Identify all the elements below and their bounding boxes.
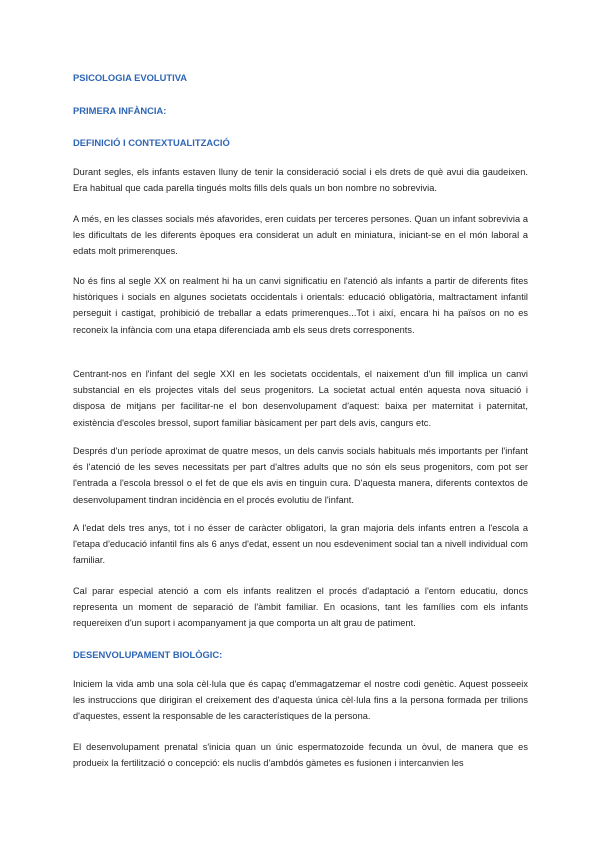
paragraph-2: A més, en les classes socials més afavorides, eren cuidats per terceres persones. Quan un infant sobrevivia a les dificultats de les diferents èpoques era considerat un adult en miniatura, iniciant-se en el món laboral a edats molt primerenques. — [73, 214, 528, 257]
paragraph-1: Durant segles, els infants estaven lluny de tenir la consideració social i els drets de què avui dia gaudeixen. Era habitual que cada parella tingués molts fills dels quals un bon nombre no sobrevivia. — [73, 167, 528, 194]
paragraph-8: Iniciem la vida amb una sola cèl·lula que és capaç d'emmagatzemar el nostre codi genètic. Aquest posseeix les instruccions que dirigiran el creixement des d'aquesta única cèl·lula fins a la persona formada per trilions d'aquestes, essent la responsable de les característiques de la persona. — [73, 679, 528, 722]
paragraph-9: El desenvolupament prenatal s'inicia quan un únic espermatozoide fecunda un òvul, de manera que es produeix la fertilització o concepció: els nuclis d'ambdós gàmetes es fusionen i intercanvien les — [73, 742, 528, 769]
paragraph-4: Centrant-nos en l'infant del segle XXI en les societats occidentals, el naixement d'un fill implica un canvi substancial en els projectes vitals del seus progenitors. La societat actual entén aquesta nova situació i disposa de mitjans per facilitar-ne el bon desenvolupament d'aquest: baixa per maternitat i paternitat, existència d'escoles bressol, suport familiar bàsicament per part dels avis, cangurs etc. — [73, 369, 528, 428]
document-title: PSICOLOGIA EVOLUTIVA — [73, 72, 188, 83]
paragraph-5: Després d'un període aproximat de quatre mesos, un dels canvis socials habituals més importants per l'infant és l'atenció de les seves necessitats per part d'altres adults que no són els seus progenitors, com pot ser l'entrada a l'escola bressol o el fet de que els avis en tinguin cura. D'aquesta manera, diferents contextos de desenvolupament tindran incidència en el procés evolutiu de l'infant. — [73, 446, 528, 505]
section-heading-desenvolupament-biologic: DESENVOLUPAMENT BIOLÒGIC: — [73, 649, 223, 660]
section-heading-primera-infancia: PRIMERA INFÀNCIA: — [73, 105, 167, 116]
section-heading-definicio: DEFINICIÓ I CONTEXTUALITZACIÓ — [73, 137, 230, 148]
paragraph-3: No és fins al segle XX on realment hi ha un canvi significatiu en l'atenció als infants a partir de diferents fites històriques i socials en algunes societats occidentals i orientals: educació obligatòria, maltractament infantil perseguit i castigat, prohibició de treballar a edats primerenques...Tot i així, encara hi ha països on no es reconeix la infància com una etapa diferenciada amb els seus drets corresponents. — [73, 276, 528, 335]
paragraph-7: Cal parar especial atenció a com els infants realitzen el procés d'adaptació a l'entorn educatiu, doncs representa un moment de separació de l'àmbit familiar. En ocasions, tant les famílies com els infants requereixen d'un suport i acompanyament ja que comporta un alt grau de patiment. — [73, 586, 528, 629]
paragraph-6: A l'edat dels tres anys, tot i no ésser de caràcter obligatori, la gran majoria dels infants entren a l'escola a l'etapa d'educació infantil fins als 6 anys d'edat, essent un nou esdeveniment social tan a nivell individual com familiar. — [73, 523, 528, 566]
